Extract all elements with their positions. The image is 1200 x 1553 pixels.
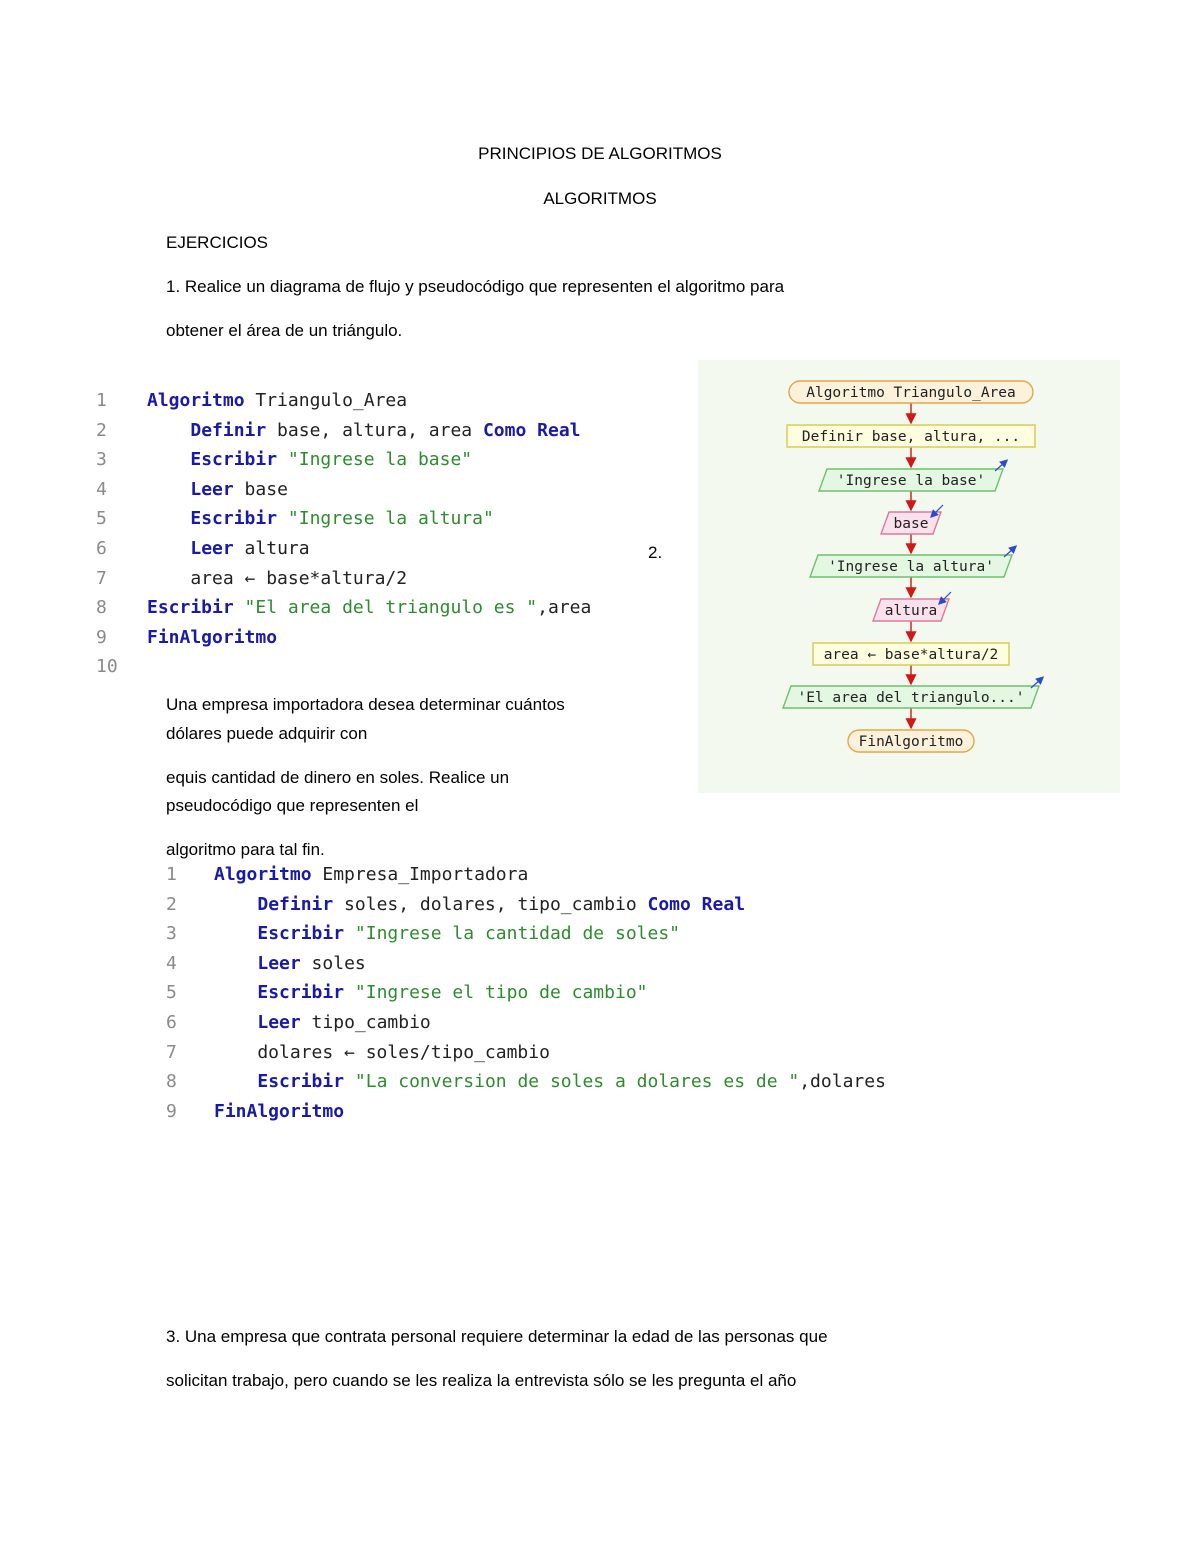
line-number: 4 xyxy=(166,952,177,974)
code-text xyxy=(147,449,190,470)
code-keyword: Como Real xyxy=(647,893,746,915)
code-keyword: FinAlgoritmo xyxy=(147,626,278,648)
code2-line xyxy=(166,1038,886,1068)
line-number: 9 xyxy=(96,626,107,648)
exercise-3-line-1: 3. Una empresa que contrata personal requiere determinar la edad de las personas que xyxy=(166,1327,828,1346)
code-keyword: Leer xyxy=(190,537,234,559)
code-keyword: Definir xyxy=(257,893,334,915)
code-keyword: Definir xyxy=(190,419,267,441)
line-number: 6 xyxy=(166,1011,177,1033)
code-keyword: Leer xyxy=(257,1011,301,1033)
document-subtitle: ALGORITMOS xyxy=(543,189,657,208)
exercise-3-line-2: solicitan trabajo, pero cuando se les realiza la entrevista sólo se les pregunta el año xyxy=(166,1371,797,1390)
code2-line xyxy=(166,978,886,1008)
code-keyword: Como Real xyxy=(482,419,581,441)
pseudocode-block-triangle xyxy=(96,386,591,682)
exercise-2-line-4: pseudocódigo que representen el xyxy=(166,796,419,815)
code1-line xyxy=(96,623,591,653)
code-keyword: FinAlgoritmo xyxy=(214,1100,345,1122)
code-keyword: Escribir xyxy=(257,982,345,1004)
code-text: base, altura, area xyxy=(266,419,483,441)
exercise-2-line-1: Una empresa importadora desea determinar cuántos xyxy=(166,695,565,714)
line-number: 7 xyxy=(166,1041,177,1063)
exercise-2-line-2: dólares puede adquirir con xyxy=(166,724,368,743)
code-keyword: Escribir xyxy=(257,1071,345,1093)
code2-line xyxy=(166,890,886,920)
flow-node-label: 'El area del triangulo...' xyxy=(797,690,1025,706)
code-text xyxy=(147,420,190,441)
code-string: "Ingrese la altura" xyxy=(277,508,494,530)
code1-line xyxy=(96,534,591,564)
code-keyword: Algoritmo xyxy=(214,864,312,885)
code-text: soles, dolares, tipo_cambio xyxy=(333,893,648,915)
flow-node-label: area ← base*altura/2 xyxy=(823,647,999,663)
flow-node-label: Algoritmo Triangulo_Area xyxy=(806,385,1016,401)
code-text xyxy=(147,538,190,559)
code-text xyxy=(214,894,257,915)
code-text xyxy=(214,953,257,974)
line-number: 1 xyxy=(166,864,177,885)
code-text xyxy=(147,508,190,529)
code1-line xyxy=(96,652,591,682)
flow-node-label: Definir base, altura, ... xyxy=(801,429,1021,445)
code1-line xyxy=(96,475,591,505)
flow-node-label: 'Ingrese la base' xyxy=(836,473,986,489)
code-text: dolares ← soles/tipo_cambio xyxy=(214,1041,550,1063)
exercise-2-marker: 2. xyxy=(648,543,663,562)
line-number: 2 xyxy=(166,893,177,915)
section-heading: EJERCICIOS xyxy=(166,233,269,252)
code-text xyxy=(214,982,257,1003)
code-keyword: Leer xyxy=(257,952,301,974)
line-number: 8 xyxy=(166,1071,177,1093)
code-text xyxy=(147,479,190,500)
code-text: area ← base*altura/2 xyxy=(147,567,408,589)
code-string: "La conversion de soles a dolares es de " xyxy=(344,1071,800,1093)
code-text xyxy=(214,1071,257,1092)
code-keyword: Algoritmo xyxy=(147,390,245,411)
line-number: 8 xyxy=(96,597,107,619)
code2-line xyxy=(166,1097,886,1127)
code1-line xyxy=(96,504,591,534)
code-text xyxy=(214,923,257,944)
flow-node-label: FinAlgoritmo xyxy=(858,734,964,750)
exercise-1-line-2: obtener el área de un triángulo. xyxy=(166,321,403,340)
flow-node-label: 'Ingrese la altura' xyxy=(828,559,994,575)
code-text: ,dolares xyxy=(799,1071,886,1093)
code-keyword: Leer xyxy=(190,478,234,500)
document-title: PRINCIPIOS DE ALGORITMOS xyxy=(478,144,722,163)
code1-line xyxy=(96,564,591,594)
code-string: "El area del triangulo es " xyxy=(233,597,538,619)
code-keyword: Escribir xyxy=(190,449,278,471)
line-number: 2 xyxy=(96,419,107,441)
code2-line xyxy=(166,1067,886,1097)
code2-line xyxy=(166,1008,886,1038)
code-text: Empresa_Importadora xyxy=(311,864,529,885)
line-number: 4 xyxy=(96,478,107,500)
code-text: altura xyxy=(233,537,310,559)
code-string: "Ingrese la cantidad de soles" xyxy=(344,923,681,945)
code-keyword: Escribir xyxy=(257,923,345,945)
code2-line xyxy=(166,860,886,890)
line-number: 7 xyxy=(96,567,107,589)
line-number: 6 xyxy=(96,537,107,559)
code1-line xyxy=(96,445,591,475)
line-number: 5 xyxy=(166,982,177,1004)
exercise-1-line-1: 1. Realice un diagrama de flujo y pseudocódigo que representen el algoritmo para xyxy=(166,277,785,296)
code-string: "Ingrese la base" xyxy=(277,449,473,471)
line-number: 3 xyxy=(96,449,107,471)
code-text: ,area xyxy=(537,597,592,619)
exercise-2-line-3: equis cantidad de dinero en soles. Realice un xyxy=(166,768,510,787)
line-number: 10 xyxy=(96,656,118,678)
code-keyword: Escribir xyxy=(147,597,234,619)
code-keyword: Escribir xyxy=(190,508,278,530)
code-text xyxy=(214,1012,257,1033)
code1-line xyxy=(96,416,591,446)
code-text: base xyxy=(233,478,288,500)
exercise-2-line-5: algoritmo para tal fin. xyxy=(166,840,325,859)
code2-line xyxy=(166,949,886,979)
code-text: Triangulo_Area xyxy=(244,390,408,411)
code-text: tipo_cambio xyxy=(300,1011,431,1033)
flow-node-label: base xyxy=(893,516,929,532)
flow-node-label: altura xyxy=(884,603,938,619)
code1-line xyxy=(96,386,591,416)
line-number: 5 xyxy=(96,508,107,530)
code2-line xyxy=(166,919,886,949)
code-text: soles xyxy=(300,952,366,974)
code-string: "Ingrese el tipo de cambio" xyxy=(344,982,648,1004)
line-number: 9 xyxy=(166,1100,177,1122)
line-number: 3 xyxy=(166,923,177,945)
flowchart-triangle-area xyxy=(698,360,1120,793)
code1-line xyxy=(96,593,591,623)
line-number: 1 xyxy=(96,390,107,411)
pseudocode-block-importer xyxy=(166,860,886,1126)
